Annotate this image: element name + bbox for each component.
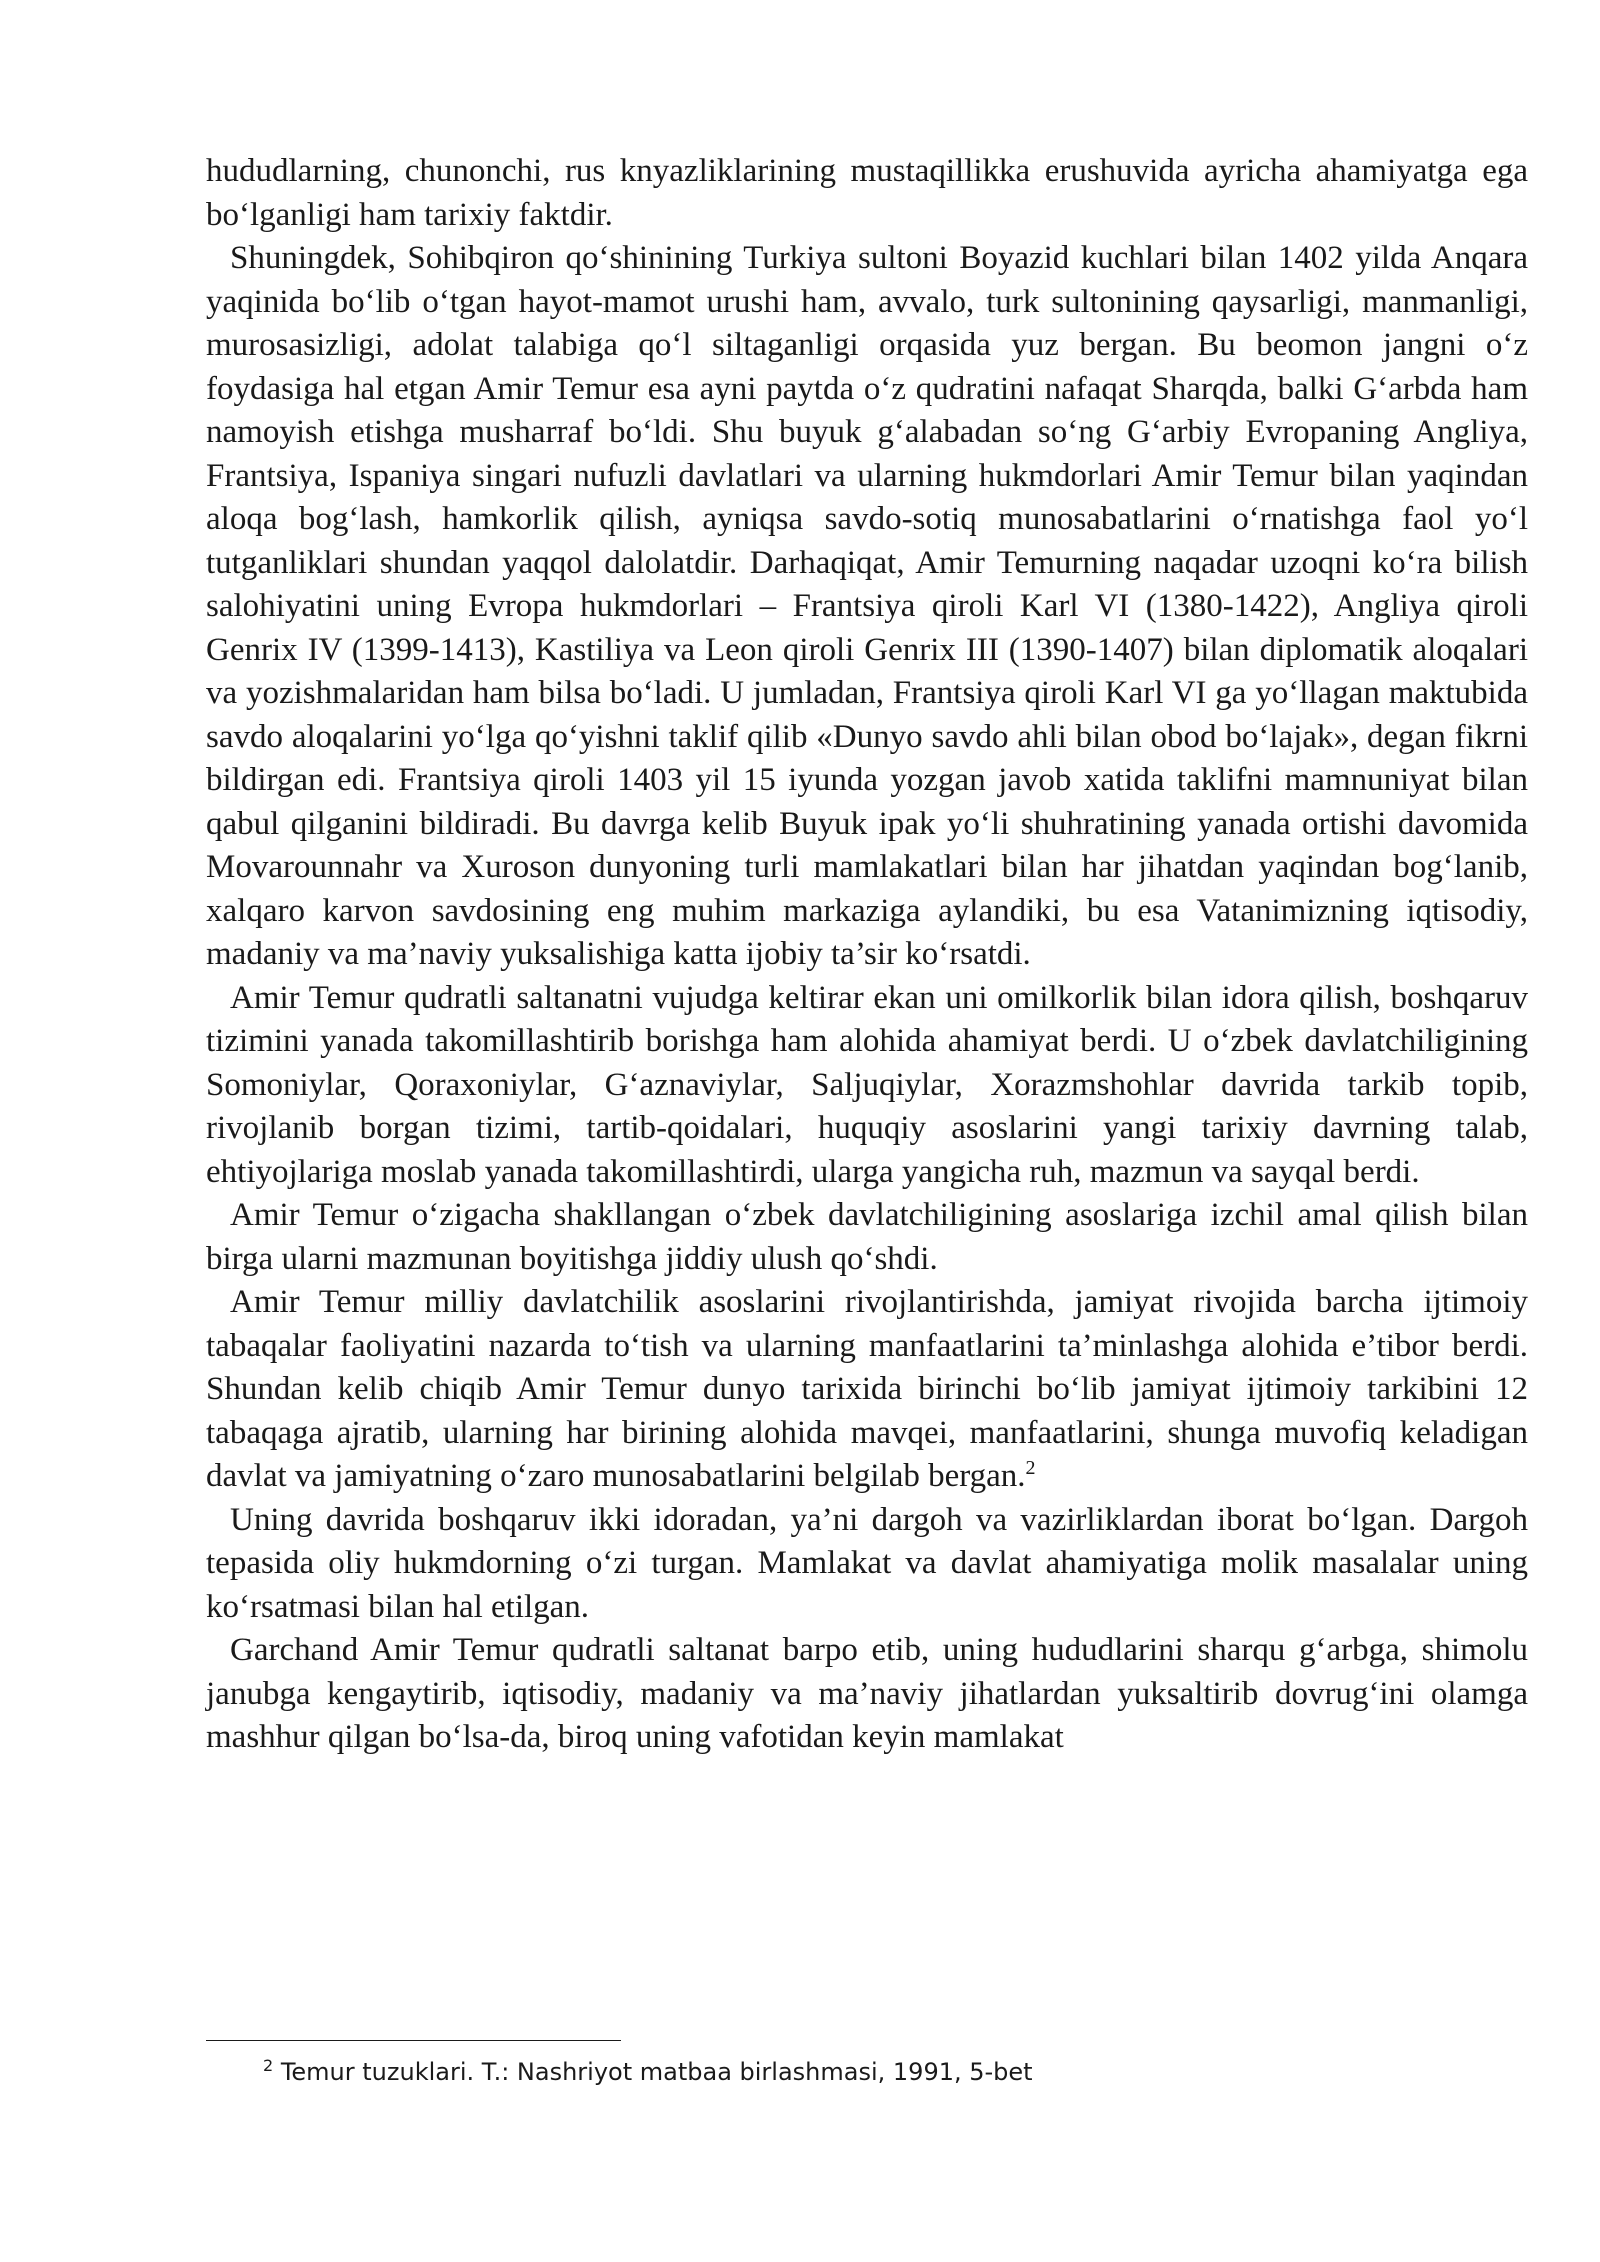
paragraph-4: Amir Temur o‘zigacha shakllangan o‘zbek davlatchiligining asoslariga izchil amal qilish bilan birga ularni mazmunan boyitishga jiddiy ulush qo‘shdi. xyxy=(206,1197,1528,1277)
footnote-text: Temur tuzuklari. T.: Nashriyot matbaa birlashmasi, 1991, 5-bet xyxy=(280,2058,1033,2086)
footnote-separator xyxy=(206,2040,621,2041)
footnote-reference: 2 xyxy=(1025,1457,1036,1479)
paragraph-3: Amir Temur qudratli saltanatni vujudga keltirar ekan uni omilkorlik bilan idora qilish, boshqaruv tizimini yanada takomillashtirib borishga ham alohida ahamiyat berdi. U o‘zbek davlatchiligining Somoniylar, Qoraxoniylar, G‘aznaviylar, Saljuqiylar, Xorazmshohlar davrida tarkib topib, rivojlanib borgan tizimi, tartib-qoidalari, huquqiy asoslarini yangi tarixiy davrning talab, ehtiyojlariga moslab yanada takomillashtirdi, ularga yangicha ruh, mazmun va sayqal berdi. xyxy=(206,979,1528,1190)
paragraph-7: Garchand Amir Temur qudratli saltanat barpo etib, uning hududlarini sharqu g‘arbga, shimolu janubga kengaytirib, iqtisodiy, madaniy va ma’naviy jihatlardan yuksaltirib dovrug‘ini olamga mashhur qilgan bo‘lsa-da, biroq uning vafotidan keyin mamlakat xyxy=(206,1632,1528,1755)
paragraph-5 xyxy=(206,1281,1528,1499)
document-body xyxy=(206,150,1528,1760)
paragraph-5-text: Amir Temur milliy davlatchilik asoslarini rivojlantirishda, jamiyat rivojida barcha ijtimoiy tabaqalar faoliyatini nazarda to‘tish va ularning manfaatlarini ta’minlashga alohida e’tibor berdi. Shundan kelib chiqib Amir Temur dunyo tarixida birinchi bo‘lib jamiyat ijtimoiy tarkibini 12 tabaqaga ajratib, ularning har birining alohida mavqei, manfaatlarini, shunga muvofiq keladigan davlat va jamiyatning o‘zaro munosabatlarini belgilab bergan. xyxy=(206,1284,1528,1494)
footnote-number: 2 xyxy=(263,2056,274,2075)
paragraph-2: Shuningdek, Sohibqiron qo‘shinining Turkiya sultoni Boyazid kuchlari bilan 1402 yilda Anqara yaqinida bo‘lib o‘tgan hayot-mamot urushi ham, avvalo, turk sultonining qaysarligi, manmanligi, murosasizligi, adolat talabiga qo‘l siltaganligi orqasida yuz bergan. Bu beomon jangni o‘z foydasiga hal etgan Amir Temur esa ayni paytda o‘z qudratini nafaqat Sharqda, balki G‘arbda ham namoyish etishga musharraf bo‘ldi. Shu buyuk g‘alabadan so‘ng G‘arbiy Evropaning Angliya, Frantsiya, Ispaniya singari nufuzli davlatlari va ularning hukmdorlari Amir Temur bilan yaqindan aloqa bog‘lash, hamkorlik qilish, ayniqsa savdo-sotiq munosabatlarini o‘rnatishga faol yo‘l tutganliklari shundan yaqqol dalolatdir. Darhaqiqat, Amir Temurning naqadar uzoqni ko‘ra bilish salohiyatini uning Evropa hukmdorlari – Frantsiya qiroli Karl VI (1380-1422), Angliya qiroli Genrix IV (1399-1413), Kastiliya va Leon qiroli Genrix III (1390-1407) bilan diplomatik aloqalari va yozishmalaridan ham bilsa bo‘ladi. U jumladan, Frantsiya qiroli Karl VI ga yo‘llagan maktubida savdo aloqalarini yo‘lga qo‘yishni taklif qilib «Dunyo savdo ahli bilan obod bo‘lajak», degan fikrni bildirgan edi. Frantsiya qiroli 1403 yil 15 iyunda yozgan javob xatida taklifni mamnuniyat bilan qabul qilganini bildiradi. Bu davrga kelib Buyuk ipak yo‘li shuhratining yanada ortishi davomida Movarounnahr va Xuroson dunyoning turli mamlakatlari bilan har jihatdan yaqindan bog‘lanib, xalqaro karvon savdosining eng muhim markaziga aylandiki, bu esa Vatanimizning iqtisodiy, madaniy va ma’naviy yuksalishiga katta ijobiy ta’sir ko‘rsatdi. xyxy=(206,240,1528,972)
paragraph-1: hududlarning, chunonchi, rus knyazliklarining mustaqillikka erushuvida ayricha ahamiyatga ega bo‘lganligi ham tarixiy faktdir. xyxy=(206,153,1528,233)
footnote xyxy=(263,2056,1033,2088)
paragraph-6: Uning davrida boshqaruv ikki idoradan, ya’ni dargoh va vazirliklardan iborat bo‘lgan. Dargoh tepasida oliy hukmdorning o‘zi turgan. Mamlakat va davlat ahamiyatiga molik masalalar uning ko‘rsatmasi bilan hal etilgan. xyxy=(206,1501,1528,1625)
